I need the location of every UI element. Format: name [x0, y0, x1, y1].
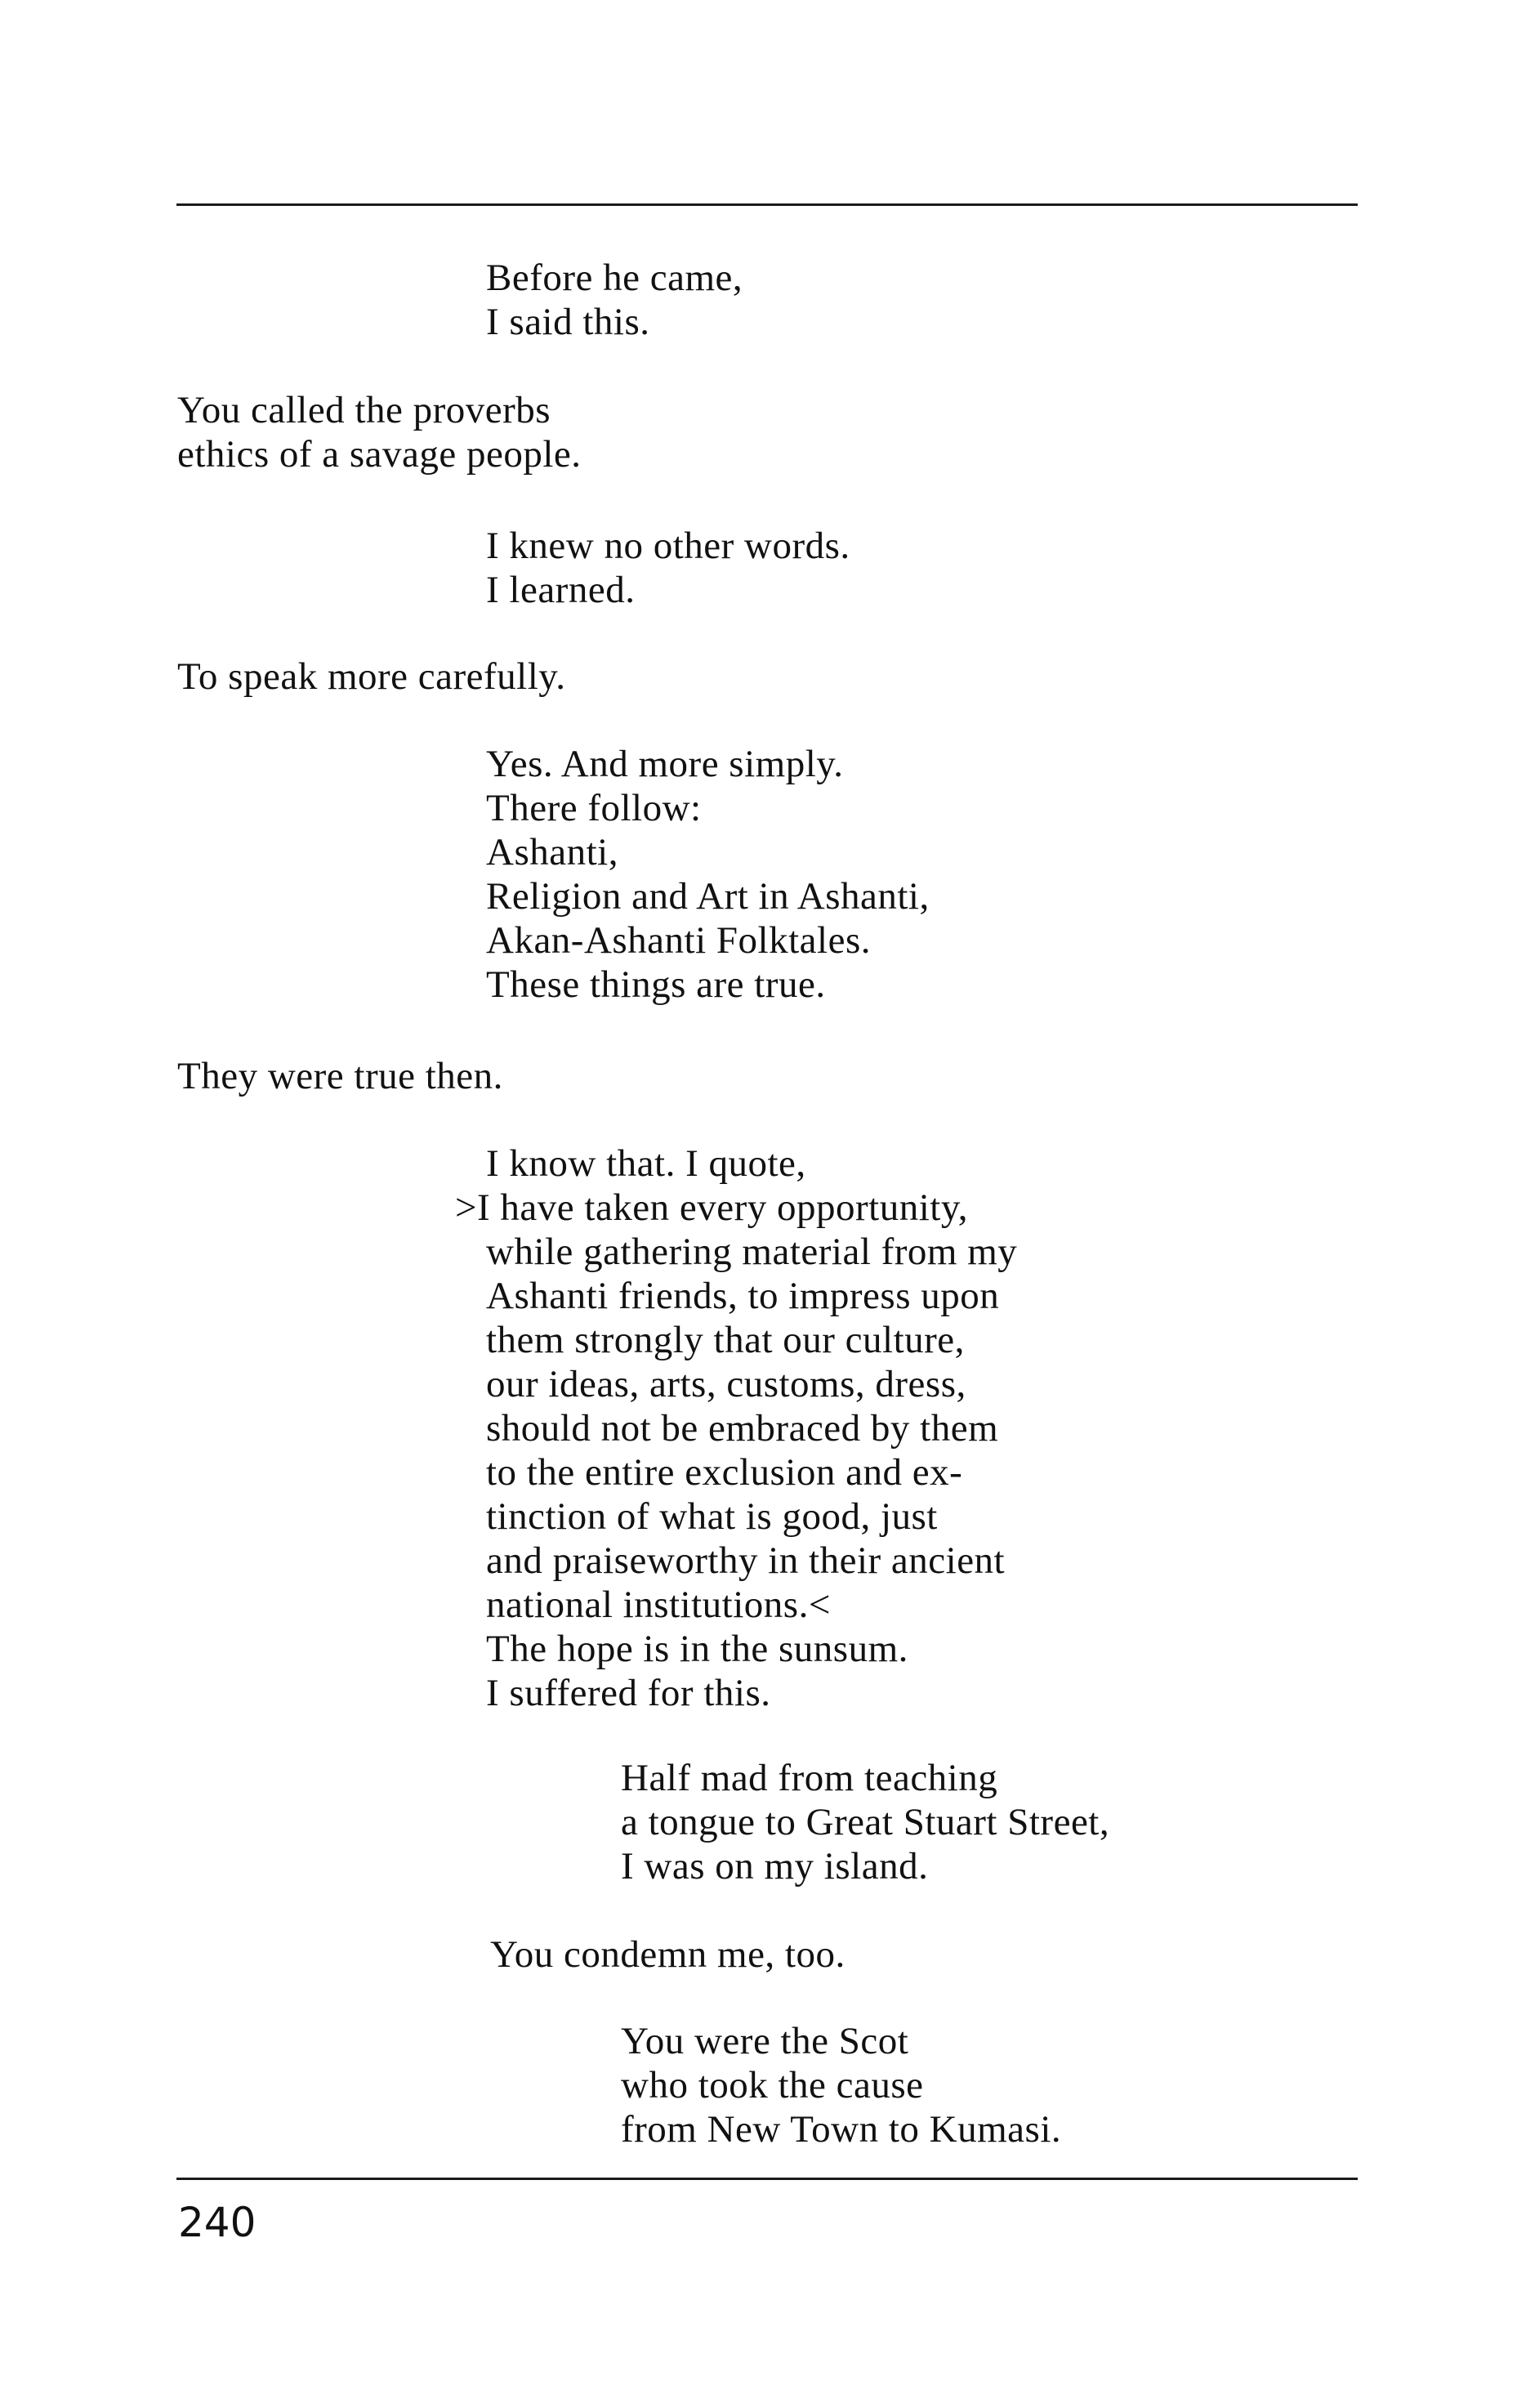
stanza-10	[621, 2019, 1061, 2151]
poem-line: You called the proverbs	[177, 389, 551, 431]
poem-line: The hope is in the sunsum.	[486, 1628, 908, 1670]
stanza-3	[486, 524, 850, 612]
poem-line: who took the cause	[621, 2064, 924, 2106]
poem-line-quote-open: >I have taken every opportunity,	[455, 1186, 969, 1229]
stanza-2	[177, 388, 582, 476]
bottom-rule	[176, 2178, 1358, 2180]
stanza-7	[455, 1141, 1018, 1715]
poem-line: Ashanti friends, to impress upon	[486, 1275, 1000, 1317]
poem-line: I know that. I quote,	[486, 1142, 806, 1185]
poem-line: them strongly that our culture,	[486, 1319, 965, 1361]
poem-line: I learned.	[486, 569, 636, 611]
poem-line: They were true then.	[177, 1055, 503, 1097]
stanza-4	[177, 654, 565, 699]
top-rule	[176, 203, 1358, 206]
poem-line: a tongue to Great Stuart Street,	[621, 1801, 1110, 1843]
stanza-9	[490, 1932, 846, 1977]
poem-line: from New Town to Kumasi.	[621, 2108, 1062, 2151]
stanza-1	[486, 256, 743, 344]
poem-line: I was on my island.	[621, 1845, 929, 1888]
poem-line: and praiseworthy in their ancient	[486, 1539, 1006, 1582]
poem-line: while gathering material from my	[486, 1231, 1018, 1273]
poem-line: I suffered for this.	[486, 1672, 771, 1714]
poem-line: to the entire exclusion and ex-	[486, 1451, 963, 1494]
stanza-6	[177, 1054, 503, 1098]
stanza-5	[486, 742, 930, 1007]
poem-line: Half mad from teaching	[621, 1757, 998, 1799]
poem-line: There follow:	[486, 787, 702, 829]
page-number: 240	[178, 2199, 257, 2246]
poem-line: tinction of what is good, just	[486, 1495, 938, 1538]
poem-line: These things are true.	[486, 963, 826, 1006]
poem-line: You were the Scot	[621, 2020, 909, 2062]
poem-line: To speak more carefully.	[177, 655, 566, 698]
poem-line: Yes. And more simply.	[486, 743, 844, 785]
poem-line: our ideas, arts, customs, dress,	[486, 1363, 966, 1405]
poem-line: ethics of a savage people.	[177, 433, 582, 476]
poem-line: national institutions.<	[486, 1584, 831, 1626]
poem-line: Akan-Ashanti Folktales.	[486, 919, 871, 962]
poem-line: Before he came,	[486, 257, 743, 299]
poem-line: should not be embraced by them	[486, 1407, 999, 1450]
poem-line: You condemn me, too.	[490, 1933, 846, 1976]
poem-line: I knew no other words.	[486, 525, 850, 567]
poem-line: Ashanti,	[486, 831, 618, 873]
stanza-8	[621, 1756, 1109, 1888]
poem-line: I said this.	[486, 301, 650, 343]
poem-line: Religion and Art in Ashanti,	[486, 875, 930, 918]
